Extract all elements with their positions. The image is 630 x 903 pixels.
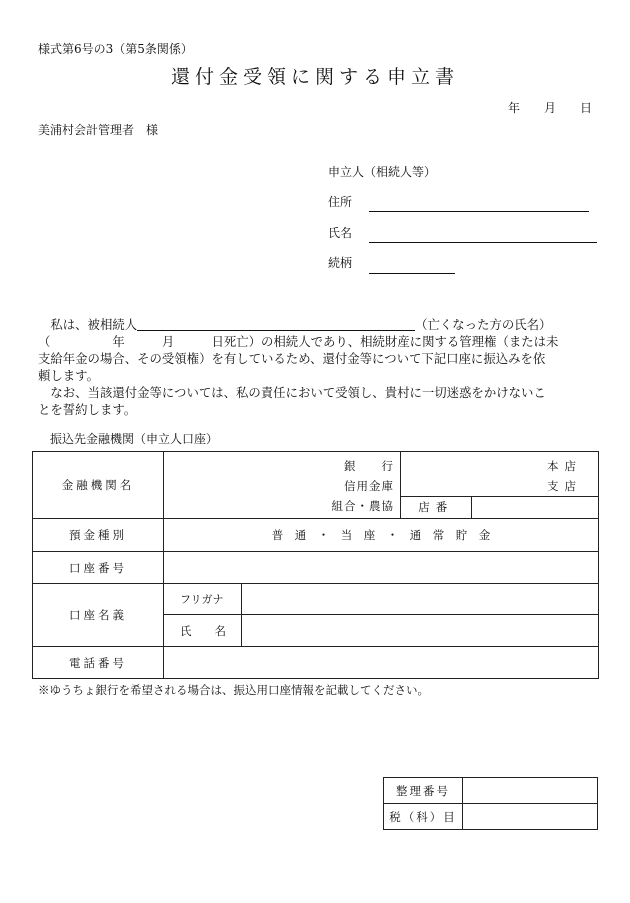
- name-label: 氏名: [328, 226, 353, 240]
- type-kumiai: 組合・農協: [331, 499, 394, 513]
- type-shinkin: 信用金庫: [344, 479, 394, 493]
- branch-office-label: 支店: [547, 479, 582, 493]
- statement-line-5: なお、当該還付金等については、私の責任において受領し、貴村に一切迷惑をかけないこ: [38, 385, 546, 400]
- holder-name-field[interactable]: [242, 615, 599, 647]
- type-bank: 銀 行: [344, 459, 394, 473]
- date-month-label: 月: [544, 101, 557, 115]
- date-year-label: 年: [508, 101, 521, 115]
- bank-heading: 振込先金融機関（申立人口座）: [50, 432, 219, 446]
- relation-field[interactable]: [369, 273, 455, 274]
- statement-line-3: 支給年金の場合、その受領権）を有しているため、還付金等について下記口座に振込みを依: [38, 351, 546, 366]
- account-number-field[interactable]: [164, 552, 599, 584]
- applicant-heading: 申立人（相続人等）: [328, 165, 437, 179]
- relation-label: 続柄: [328, 256, 353, 270]
- statement-line-6: とを誓約します。: [38, 402, 137, 417]
- statement-suffix: （亡くなった方の氏名）: [415, 317, 552, 332]
- address-label: 住所: [328, 195, 353, 209]
- institution-name-field[interactable]: [164, 452, 401, 519]
- statement-line-2: （ 年 月 日死亡）の相続人であり、相続財産に関する管理権（または未: [38, 334, 559, 349]
- name-field[interactable]: [369, 242, 597, 243]
- phone-label: 電話番号: [33, 647, 164, 679]
- decedent-name-field[interactable]: [137, 318, 415, 331]
- statement-prefix: 私は、被相続人: [50, 317, 138, 332]
- main-office-label: 本店: [547, 459, 582, 473]
- form-code: 様式第6号の3（第5条関係）: [38, 42, 193, 56]
- phone-field[interactable]: [164, 647, 599, 679]
- deposit-type-options[interactable]: 普 通 ・ 当 座 ・ 通 常 貯 金: [164, 519, 599, 552]
- yucho-note: ※ゆうちょ銀行を希望される場合は、振込用口座情報を記載してください。: [38, 683, 429, 697]
- date-day-label: 日: [580, 101, 593, 115]
- tax-item-label: 税（科）目: [384, 804, 463, 830]
- institution-label: 金融機関名: [33, 452, 164, 519]
- furigana-field[interactable]: [242, 584, 599, 615]
- bank-table: [32, 451, 599, 679]
- date-line: [508, 101, 592, 115]
- deposit-type-label: 預金種別: [33, 519, 164, 552]
- account-holder-label: 口座名義: [33, 584, 164, 647]
- reference-no-label: 整理番号: [384, 778, 463, 804]
- branch-cell: [401, 452, 599, 519]
- branch-no-label: 店番: [401, 496, 471, 518]
- statement-line-4: 頼します。: [38, 368, 99, 383]
- holder-name-label: 氏 名: [164, 615, 242, 647]
- reference-no-field[interactable]: [463, 778, 598, 804]
- branch-no-field[interactable]: [471, 496, 598, 518]
- addressee: 美浦村会計管理者 様: [38, 123, 159, 137]
- branch-name-field[interactable]: [401, 452, 598, 496]
- address-field[interactable]: [369, 211, 589, 212]
- tax-item-field[interactable]: [463, 804, 598, 830]
- furigana-label: フリガナ: [164, 584, 242, 615]
- page-title: 還付金受領に関する申立書: [170, 66, 459, 88]
- account-number-label: 口座番号: [33, 552, 164, 584]
- office-use-table: [383, 777, 598, 830]
- statement: [38, 316, 598, 418]
- statement-line-1: [38, 316, 598, 333]
